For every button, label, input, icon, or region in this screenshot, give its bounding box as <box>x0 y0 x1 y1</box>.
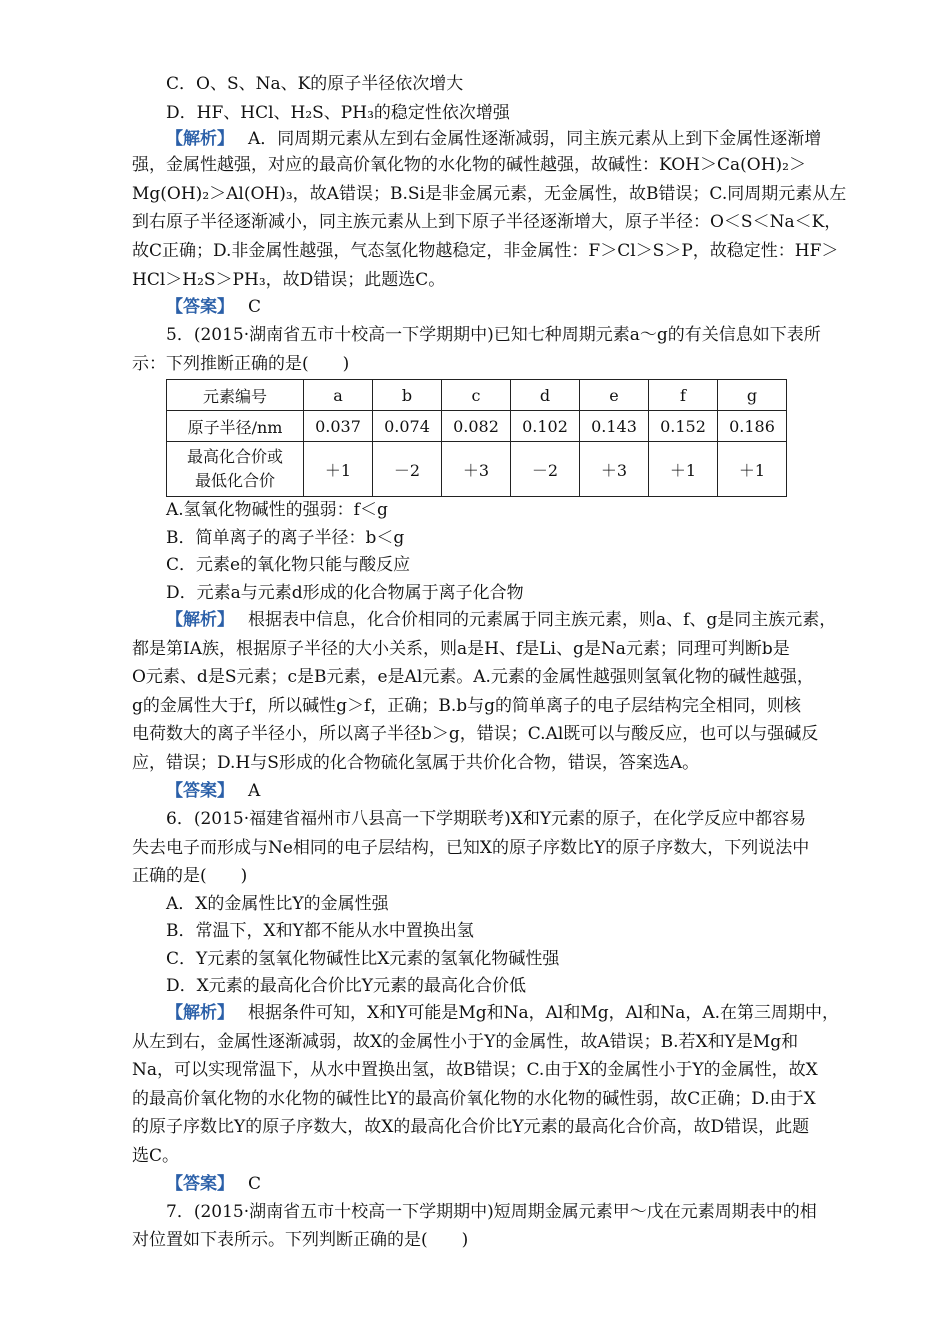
answer-value: C <box>248 1174 262 1194</box>
option-d: D．HF、HCl、H₂S、PH₃的稳定性依次增强 <box>166 103 510 123</box>
table-cell: ＋1 <box>304 442 373 497</box>
analysis-tag: 【解析】 <box>166 610 234 630</box>
analysis-tag: 【解析】 <box>166 1003 234 1023</box>
analysis-line: Mg(OH)₂＞Al(OH)₃，故A错误；B.Si是非金属元素，无金属性，故B错误；C.同周期元素从左 <box>132 184 847 204</box>
option-c: C．元素e的氧化物只能与酸反应 <box>166 555 411 575</box>
analysis-line: O元素、d是S元素；c是B元素，e是Al元素。A.元素的金属性越强则氢氧化物的碱性越强， <box>132 667 814 687</box>
table-cell: 0.152 <box>649 411 718 442</box>
table-cell: －2 <box>511 442 580 497</box>
table-cell: 0.037 <box>304 411 373 442</box>
table-cell: f <box>649 380 718 411</box>
table-cell: 0.082 <box>442 411 511 442</box>
question-stem: 6．(2015·福建省福州市八县高一下学期联考)X和Y元素的原子，在化学反应中都容易 <box>166 809 807 829</box>
option-d: D．X元素的最高化合价比Y元素的最高化合价低 <box>166 976 526 996</box>
option-c: C．O、S、Na、K的原子半径依次增大 <box>166 74 464 94</box>
question-stem: 失去电子而形成与Ne相同的电子层结构，已知X的原子序数比Y的原子序数大，下列说法中 <box>132 838 810 858</box>
table-cell: a <box>304 380 373 411</box>
analysis-line: 的原子序数比Y的原子序数大，故X的最高化合价比Y元素的最高化合价高，故D错误，此题 <box>132 1117 810 1137</box>
table-cell: c <box>442 380 511 411</box>
table-cell: e <box>580 380 649 411</box>
table-cell: 0.186 <box>718 411 787 442</box>
table-cell: 元素编号 <box>167 380 304 411</box>
analysis-line: g的金属性大于f，所以碱性g＞f，正确；B.b与g的简单离子的电子层结构完全相同，则核 <box>132 696 802 716</box>
table-cell: －2 <box>373 442 442 497</box>
option-c: C．Y元素的氢氧化物碱性比X元素的氢氧化物碱性强 <box>166 949 560 969</box>
table-cell: ＋3 <box>442 442 511 497</box>
answer-tag: 【答案】 <box>166 297 234 317</box>
table-row-label: 原子半径/nm <box>167 411 304 442</box>
option-a: A.氢氧化物碱性的强弱：f＜g <box>166 500 388 520</box>
analysis-line: 【解析】 根据表中信息，化合价相同的元素属于同主族元素，则a、f、g是同主族元素， <box>166 610 837 630</box>
table-cell: ＋3 <box>580 442 649 497</box>
answer-line <box>166 1172 261 1196</box>
answer-line <box>166 779 260 803</box>
analysis-tag: 【解析】 <box>166 129 234 149</box>
table-row-label: 最高化合价或 最低化合价 <box>167 442 304 497</box>
analysis-line: 【解析】 根据条件可知，X和Y可能是Mg和Na，Al和Mg，Al和Na，A.在第三周期中， <box>166 1003 840 1023</box>
table-row <box>167 442 787 497</box>
answer-tag: 【答案】 <box>166 781 234 801</box>
table-cell: 0.143 <box>580 411 649 442</box>
analysis-line: Na，可以实现常温下，从水中置换出氢，故B错误；C.由于X的金属性小于Y的金属性，故X <box>132 1060 818 1080</box>
answer-tag: 【答案】 <box>166 1174 234 1194</box>
table-header-row <box>167 380 787 411</box>
analysis-line: 电荷数大的离子半径小，所以离子半径b＞g，错误；C.Al既可以与酸反应，也可以与强碱反 <box>132 724 819 744</box>
table-cell: 0.074 <box>373 411 442 442</box>
table-row <box>167 411 787 442</box>
analysis-line: 应，错误；D.H与S形成的化合物硫化氢属于共价化合物，错误，答案选A。 <box>132 753 700 773</box>
answer-value: A <box>248 781 261 801</box>
question-stem: 正确的是( ) <box>132 866 248 886</box>
table-cell: b <box>373 380 442 411</box>
analysis-line: 选C。 <box>132 1146 180 1166</box>
analysis-line: 【解析】 A．同周期元素从左到右金属性逐渐减弱，同主族元素从上到下金属性逐渐增 <box>166 129 822 149</box>
question-stem: 5．(2015·湖南省五市十校高一下学期期中)已知七种周期元素a～g的有关信息如下表所 <box>166 325 821 345</box>
table-cell: d <box>511 380 580 411</box>
table-cell: 0.102 <box>511 411 580 442</box>
analysis-line: HCl＞H₂S＞PH₃，故D错误；此题选C。 <box>132 270 446 290</box>
option-b: B．常温下，X和Y都不能从水中置换出氢 <box>166 921 474 941</box>
table-cell: ＋1 <box>649 442 718 497</box>
analysis-line: 都是第ⅠA族，根据原子半径的大小关系，则a是H、f是Li、g是Na元素；同理可判断b是 <box>132 639 790 659</box>
question-stem: 对位置如下表所示。下列判断正确的是( ) <box>132 1230 469 1250</box>
table-cell: ＋1 <box>718 442 787 497</box>
answer-value: C <box>248 297 262 317</box>
option-b: B．简单离子的离子半径：b＜g <box>166 528 405 548</box>
analysis-line: 从左到右，金属性逐渐减弱，故X的金属性小于Y的金属性，故A错误；B.若X和Y是Mg和 <box>132 1032 799 1052</box>
question-stem: 7．(2015·湖南省五市十校高一下学期期中)短周期金属元素甲～戊在元素周期表中的相 <box>166 1202 817 1222</box>
analysis-line: 到右原子半径逐渐减小，同主族元素从上到下原子半径逐渐增大，原子半径：O＜S＜Na＜K， <box>132 212 842 232</box>
analysis-line: 故C正确；D.非金属性越强，气态氢化物越稳定，非金属性：F＞Cl＞S＞P，故稳定性：HF＞ <box>132 241 839 261</box>
answer-line <box>166 295 261 319</box>
analysis-line: 强，金属性越强，对应的最高价氧化物的水化物的碱性越强，故碱性：KOH＞Ca(OH)₂＞ <box>132 155 806 175</box>
table-cell: g <box>718 380 787 411</box>
element-table <box>166 379 787 497</box>
analysis-line: 的最高价氧化物的水化物的碱性比Y的最高价氧化物的水化物的碱性弱，故C正确；D.由于X <box>132 1089 816 1109</box>
option-a: A．X的金属性比Y的金属性强 <box>166 894 389 914</box>
question-stem: 示：下列推断正确的是( ) <box>132 354 350 374</box>
option-d: D．元素a与元素d形成的化合物属于离子化合物 <box>166 583 524 603</box>
